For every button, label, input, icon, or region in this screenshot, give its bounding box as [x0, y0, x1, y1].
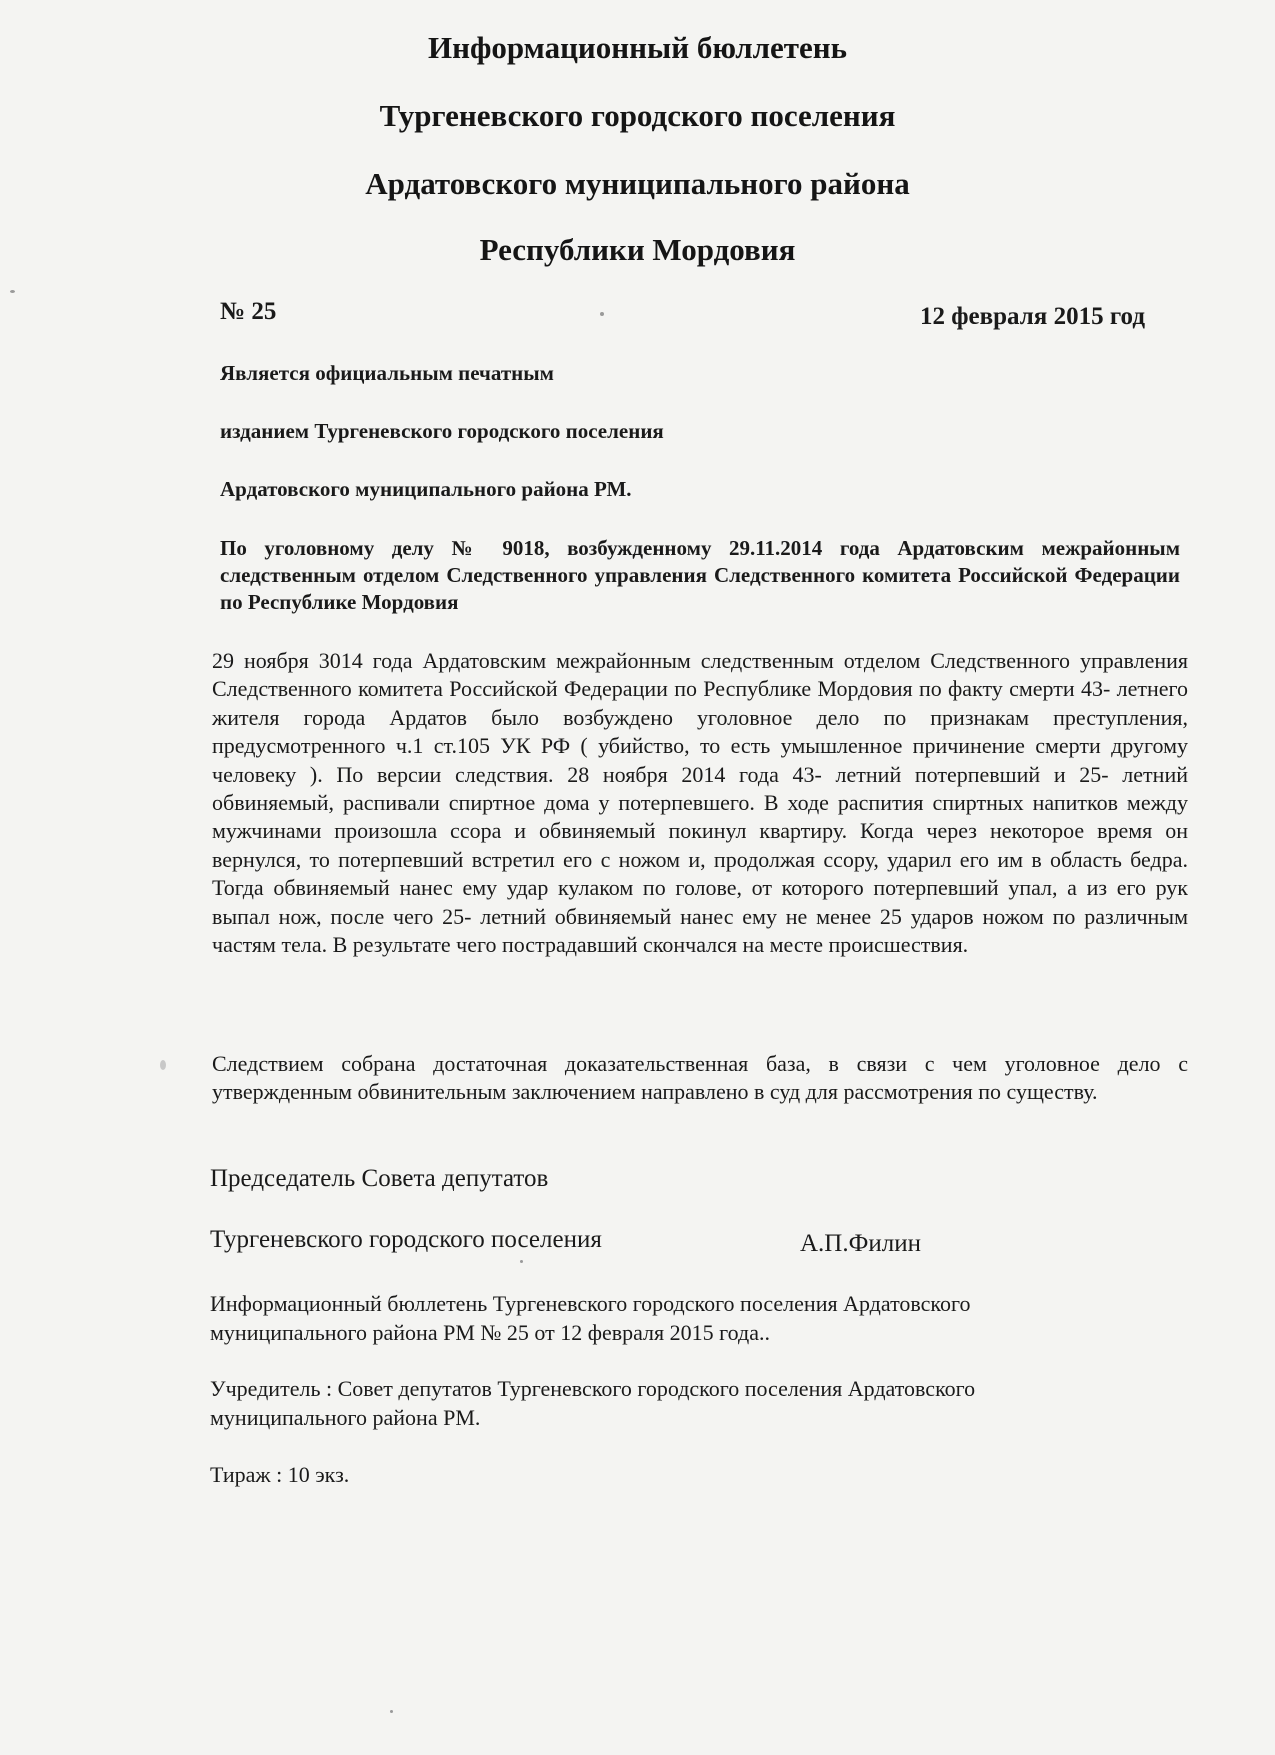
official-line-2: изданием Тургеневского городского поселения	[220, 419, 664, 443]
republic-title: Республики Мордовия	[479, 232, 796, 267]
case-description	[212, 647, 1188, 959]
footer-founder: Учредитель : Совет депутатов Тургеневского городского поселения Ардатовского муниципального района РМ.	[210, 1376, 976, 1430]
footer-bulletin: Информационный бюллетень Тургеневского городского поселения Ардатовского муниципального района РМ № 25 от 12 февраля 2015 года..	[210, 1291, 971, 1345]
district-title: Ардатовского муниципального района	[365, 166, 910, 201]
scan-speck	[520, 1260, 523, 1263]
bulletin-title: Информационный бюллетень	[427, 30, 848, 65]
case-paragraph-1: 29 ноября 3014 года Ардатовским межрайонным следственным отделом Следственного управления Следственного комитета Российской Федерации по Республике Мордовия по факту смерти 43- летнего жителя города Ардатов было возбуждено уголовное дело по признакам преступления, предусмотренного ч.1 ст.105 УК РФ ( убийство, то есть умышленное причинение смерти другому человеку ). По версии следствия. 28 ноября 2014 года 43- летний потерпевший и 25- летний обвиняемый, распивали спиртное дома у потерпевшего. В ходе распития спиртных напитков между мужчинами произошла ссора и обвиняемый покинул квартиру. Когда через некоторое время он вернулся, то потерпевший встретил его с ножом и, продолжая ссору, ударил его им в область бедра. Тогда обвиняемый нанес ему удар кулаком по голове, от которого потерпевший упал, а из его рук выпал нож, после чего 25- летний обвиняемый нанес ему не менее 25 ударов ножом по различным частям тела. В результате чего пострадавший скончался на месте происшествия.	[212, 648, 1188, 958]
scan-speck	[10, 290, 15, 293]
case-paragraph-2: Следствием собрана достаточная доказательственная база, в связи с чем уголовное дело с утвержденным обвинительным заключением направлено в суд для рассмотрения по существу.	[212, 1051, 1188, 1105]
issue-date: 12 февраля 2015 год	[920, 303, 1145, 330]
scan-speck	[600, 312, 604, 316]
signature-role-1: Председатель Совета депутатов	[210, 1165, 549, 1192]
signature-name: А.П.Филин	[800, 1230, 921, 1257]
signature-role-2: Тургеневского городского поселения	[210, 1226, 602, 1253]
scan-speck	[160, 1060, 166, 1070]
footer-circulation: Тираж : 10 экз.	[210, 1462, 350, 1487]
case-title: По уголовному делу № 9018, возбужденному 29.11.2014 года Ардатовским межрайонным следственным отделом Следственного управления Следственного комитета Российской Федерации по Республике Мордовия	[220, 536, 1180, 614]
issue-number: № 25	[220, 298, 277, 325]
scan-speck	[390, 1710, 393, 1713]
settlement-title: Тургеневского городского поселения	[379, 98, 896, 133]
official-line-3: Ардатовского муниципального района РМ.	[220, 477, 632, 501]
case-conclusion	[212, 1050, 1188, 1107]
official-line-1: Является официальным печатным	[220, 361, 554, 385]
